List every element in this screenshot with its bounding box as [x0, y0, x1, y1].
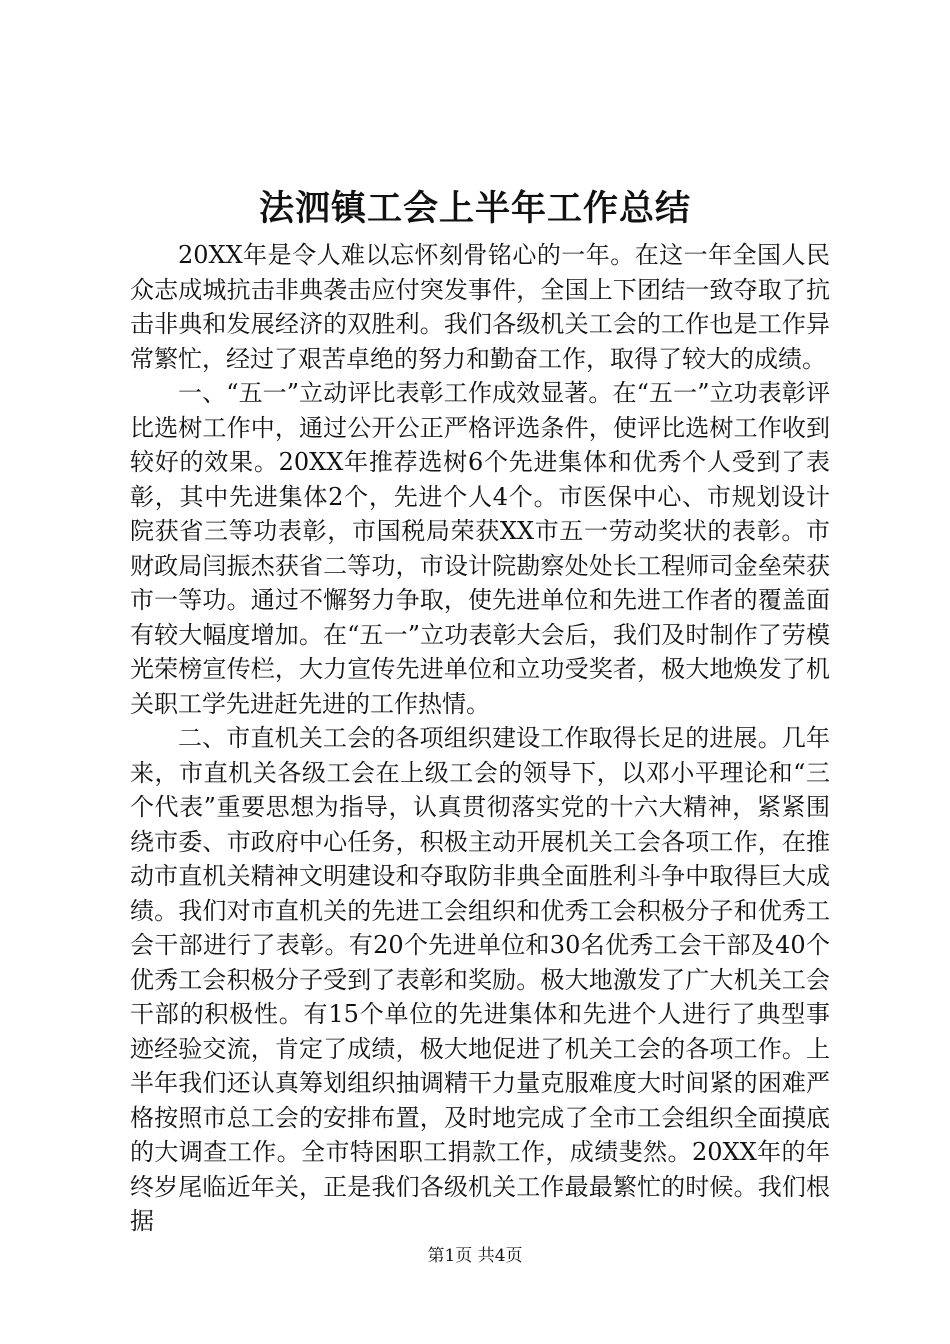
document-body [130, 238, 830, 1239]
paragraph-intro: 20XX年是令人难以忘怀刻骨铭心的一年。在这一年全国人民众志成城抗击非典袭击应付突发事件，全国上下团结一致夺取了抗击非典和发展经济的双胜利。我们各级机关工会的工作也是工作异常繁忙，经过了艰苦卓绝的努力和勤奋工作，取得了较大的成绩。 [130, 241, 830, 373]
page-footer: 第1页 共4页 [427, 1246, 523, 1266]
paragraph-section-one: 一、“五一”立动评比表彰工作成效显著。在“五一”立功表彰评比选树工作中，通过公开公正严格评选条件，使评比选树工作收到较好的效果。20XX年推荐选树6个先进集体和优秀个人受到了表彰，其中先进集体2个，先进个人4个。市医保中心、市规划设计院获省三等功表彰，市国税局荣获XX市五一劳动奖状的表彰。市财政局闫振杰获省二等功，市设计院勘察处处长工程师司金垒荣获市一等功。通过不懈努力争取，使先进单位和先进工作者的覆盖面有较大幅度增加。在“五一”立功表彰大会后，我们及时制作了劳模光荣榜宣传栏，大力宣传先进单位和立功受奖者，极大地焕发了机关职工学先进赶先进的工作热情。 [130, 379, 830, 718]
document-title: 法泗镇工会上半年工作总结 [258, 188, 691, 229]
paragraph-section-two: 二、市直机关工会的各项组织建设工作取得长足的进展。几年来，市直机关各级工会在上级工会的领导下，以邓小平理论和“三个代表”重要思想为指导，认真贯彻落实党的十六大精神，紧紧围绕市委、市政府中心任务，积极主动开展机关工会各项工作，在推动市直机关精神文明建设和夺取防非典全面胜利斗争中取得巨大成绩。我们对市直机关的先进工会组织和优秀工会积极分子和优秀工会干部进行了表彰。有20个先进单位和30名优秀工会干部及40个优秀工会积极分子受到了表彰和奖励。极大地激发了广大机关工会干部的积极性。有15个单位的先进集体和先进个人进行了典型事迹经验交流，肯定了成绩，极大地促进了机关工会的各项工作。上半年我们还认真筹划组织抽调精干力量克服难度大时间紧的困难严格按照市总工会的安排布置，及时地完成了全市工会组织全面摸底的大调查工作。全市特困职工捐款工作，成绩斐然。20XX年的年终岁尾临近年关，正是我们各级机关工作最最繁忙的时候。我们根据 [130, 724, 830, 1235]
